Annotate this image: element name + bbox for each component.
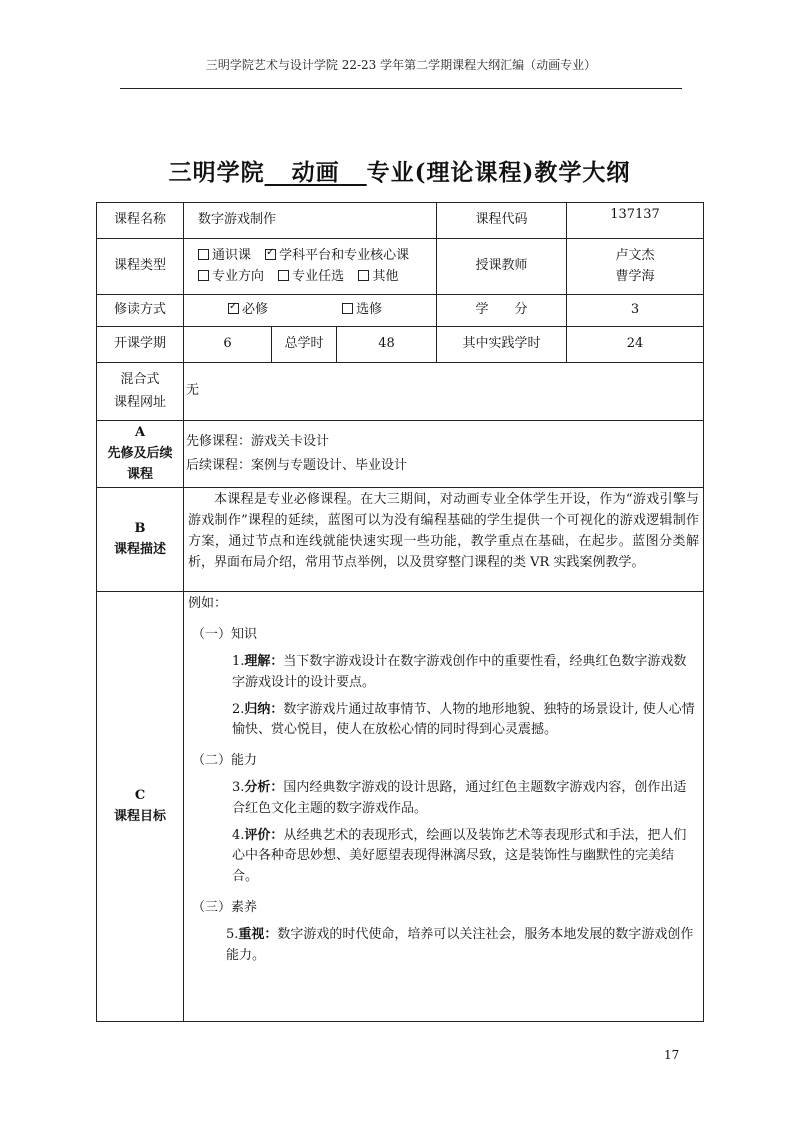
checkbox <box>198 270 209 281</box>
practice-hours-label: 其中实践学时 <box>437 327 567 363</box>
table-row <box>97 203 704 239</box>
teacher-label: 授课教师 <box>437 239 567 295</box>
objective-item: 3.分析：国内经典数字游戏的设计思路，通过红色主题数字游戏内容，创作出适合红色文化主题的数字游戏作品。 <box>232 779 687 816</box>
followup-courses: 后续课程：案例与专题设计、毕业设计 <box>186 458 408 474</box>
objective-item: 4.评价：从经典艺术的表现形式，绘画以及装饰艺术等表现形式和手法，把人们心中各种奇思妙想、美好愿望表现得淋漓尽致，这是装饰性与幽默性的完美结合。 <box>232 827 687 885</box>
title-major: 动画 <box>291 159 340 186</box>
course-type-options <box>184 239 437 295</box>
checkbox <box>278 270 289 281</box>
option-direction: 专业方向 <box>198 267 264 288</box>
title-suffix: 专业(理论课程)教学大纲 <box>366 159 631 186</box>
prerequisite-courses: 先修课程：游戏关卡设计 <box>186 433 330 449</box>
objective-item: 1.理解：当下数字游戏设计在数字游戏创作中的重要性看，经典红色数字游戏数字游戏设计的设计要点。 <box>232 653 687 690</box>
teacher-name: 卢文杰 <box>615 247 655 263</box>
objectives-intro: 例如： <box>188 596 228 612</box>
checkbox <box>358 270 369 281</box>
teacher-name: 曹学海 <box>615 268 655 284</box>
course-objectives <box>184 592 704 1022</box>
mixed-course-url: 无 <box>184 363 704 421</box>
teacher-names <box>567 239 704 295</box>
study-mode-options <box>184 295 437 327</box>
section-a-label: A 先修及后续 课程 <box>97 421 184 488</box>
course-name-value: 数字游戏制作 <box>184 203 437 239</box>
syllabus-table <box>96 202 704 1022</box>
document-title <box>96 154 703 187</box>
objective-item: 2.归纳：数字游戏片通过故事情节、人物的地形地貌、独特的场景设计, 使人心情愉快、赏心悦目，使人在放松心情的同时得到心灵震撼。 <box>232 701 695 738</box>
table-row <box>97 295 704 327</box>
section-b-label: B 课程描述 <box>97 488 184 592</box>
credit-value: 3 <box>567 295 704 327</box>
table-row <box>97 239 704 295</box>
table-row <box>97 327 704 363</box>
course-code-label: 课程代码 <box>437 203 567 239</box>
option-required: ✓ 必修 <box>228 300 268 321</box>
table-row <box>97 488 704 592</box>
option-optional: 选修 <box>342 300 382 321</box>
mixed-course-label: 混合式 课程网址 <box>97 363 184 421</box>
table-row <box>97 363 704 421</box>
objective-heading-knowledge: （一）知识 <box>192 627 258 643</box>
hours-value: 48 <box>337 327 437 363</box>
checkbox-checked <box>228 303 239 314</box>
section-a-content <box>184 421 704 488</box>
section-c-label: C 课程目标 <box>97 592 184 1022</box>
course-name-label: 课程名称 <box>97 203 184 239</box>
page-number: 17 <box>664 1048 680 1062</box>
checkbox <box>342 303 353 314</box>
practice-hours-value: 24 <box>567 327 704 363</box>
title-prefix: 三明学院 <box>168 159 265 186</box>
course-code-value: 137137 <box>567 203 704 239</box>
objective-heading-literacy: （三）素养 <box>192 899 258 915</box>
table-row <box>97 421 704 488</box>
credit-label: 学 分 <box>437 295 567 327</box>
option-other: 其他 <box>358 267 398 288</box>
objective-heading-ability: （二）能力 <box>192 753 258 769</box>
option-general: 通识课 <box>198 246 251 267</box>
option-elective: 专业任选 <box>278 267 344 288</box>
checkbox-checked <box>265 249 276 260</box>
table-row <box>97 592 704 1022</box>
study-mode-label: 修读方式 <box>97 295 184 327</box>
course-description: 本课程是专业必修课程。在大三期间，对动画专业全体学生开设，作为“游戏引擎与游戏制作”课程的延续，蓝图可以为没有编程基础的学生提供一个可视化的游戏逻辑制作方案，通过节点和连线就能快速实现一些功能，教学重点在基础，在起步。蓝图分类解析，界面布局介绍，常用节点举例，以及贯穿整门课程的类 VR 实践案例教学。 <box>184 488 704 592</box>
semester-label: 开课学期 <box>97 327 184 363</box>
objective-item: 5.重视：数字游戏的时代使命，培养可以关注社会，服务本地发展的数字游戏创作能力。 <box>226 926 694 963</box>
option-core: ✓ 学科平台和专业核心课 <box>265 246 409 267</box>
header-rule <box>120 88 682 89</box>
hours-label: 总学时 <box>272 327 337 363</box>
running-header: 三明学院艺术与设计学院 22-23 学年第二学期课程大纲汇编（动画专业） <box>205 58 597 72</box>
course-type-label: 课程类型 <box>97 239 184 295</box>
checkbox <box>198 249 209 260</box>
semester-value: 6 <box>184 327 272 363</box>
